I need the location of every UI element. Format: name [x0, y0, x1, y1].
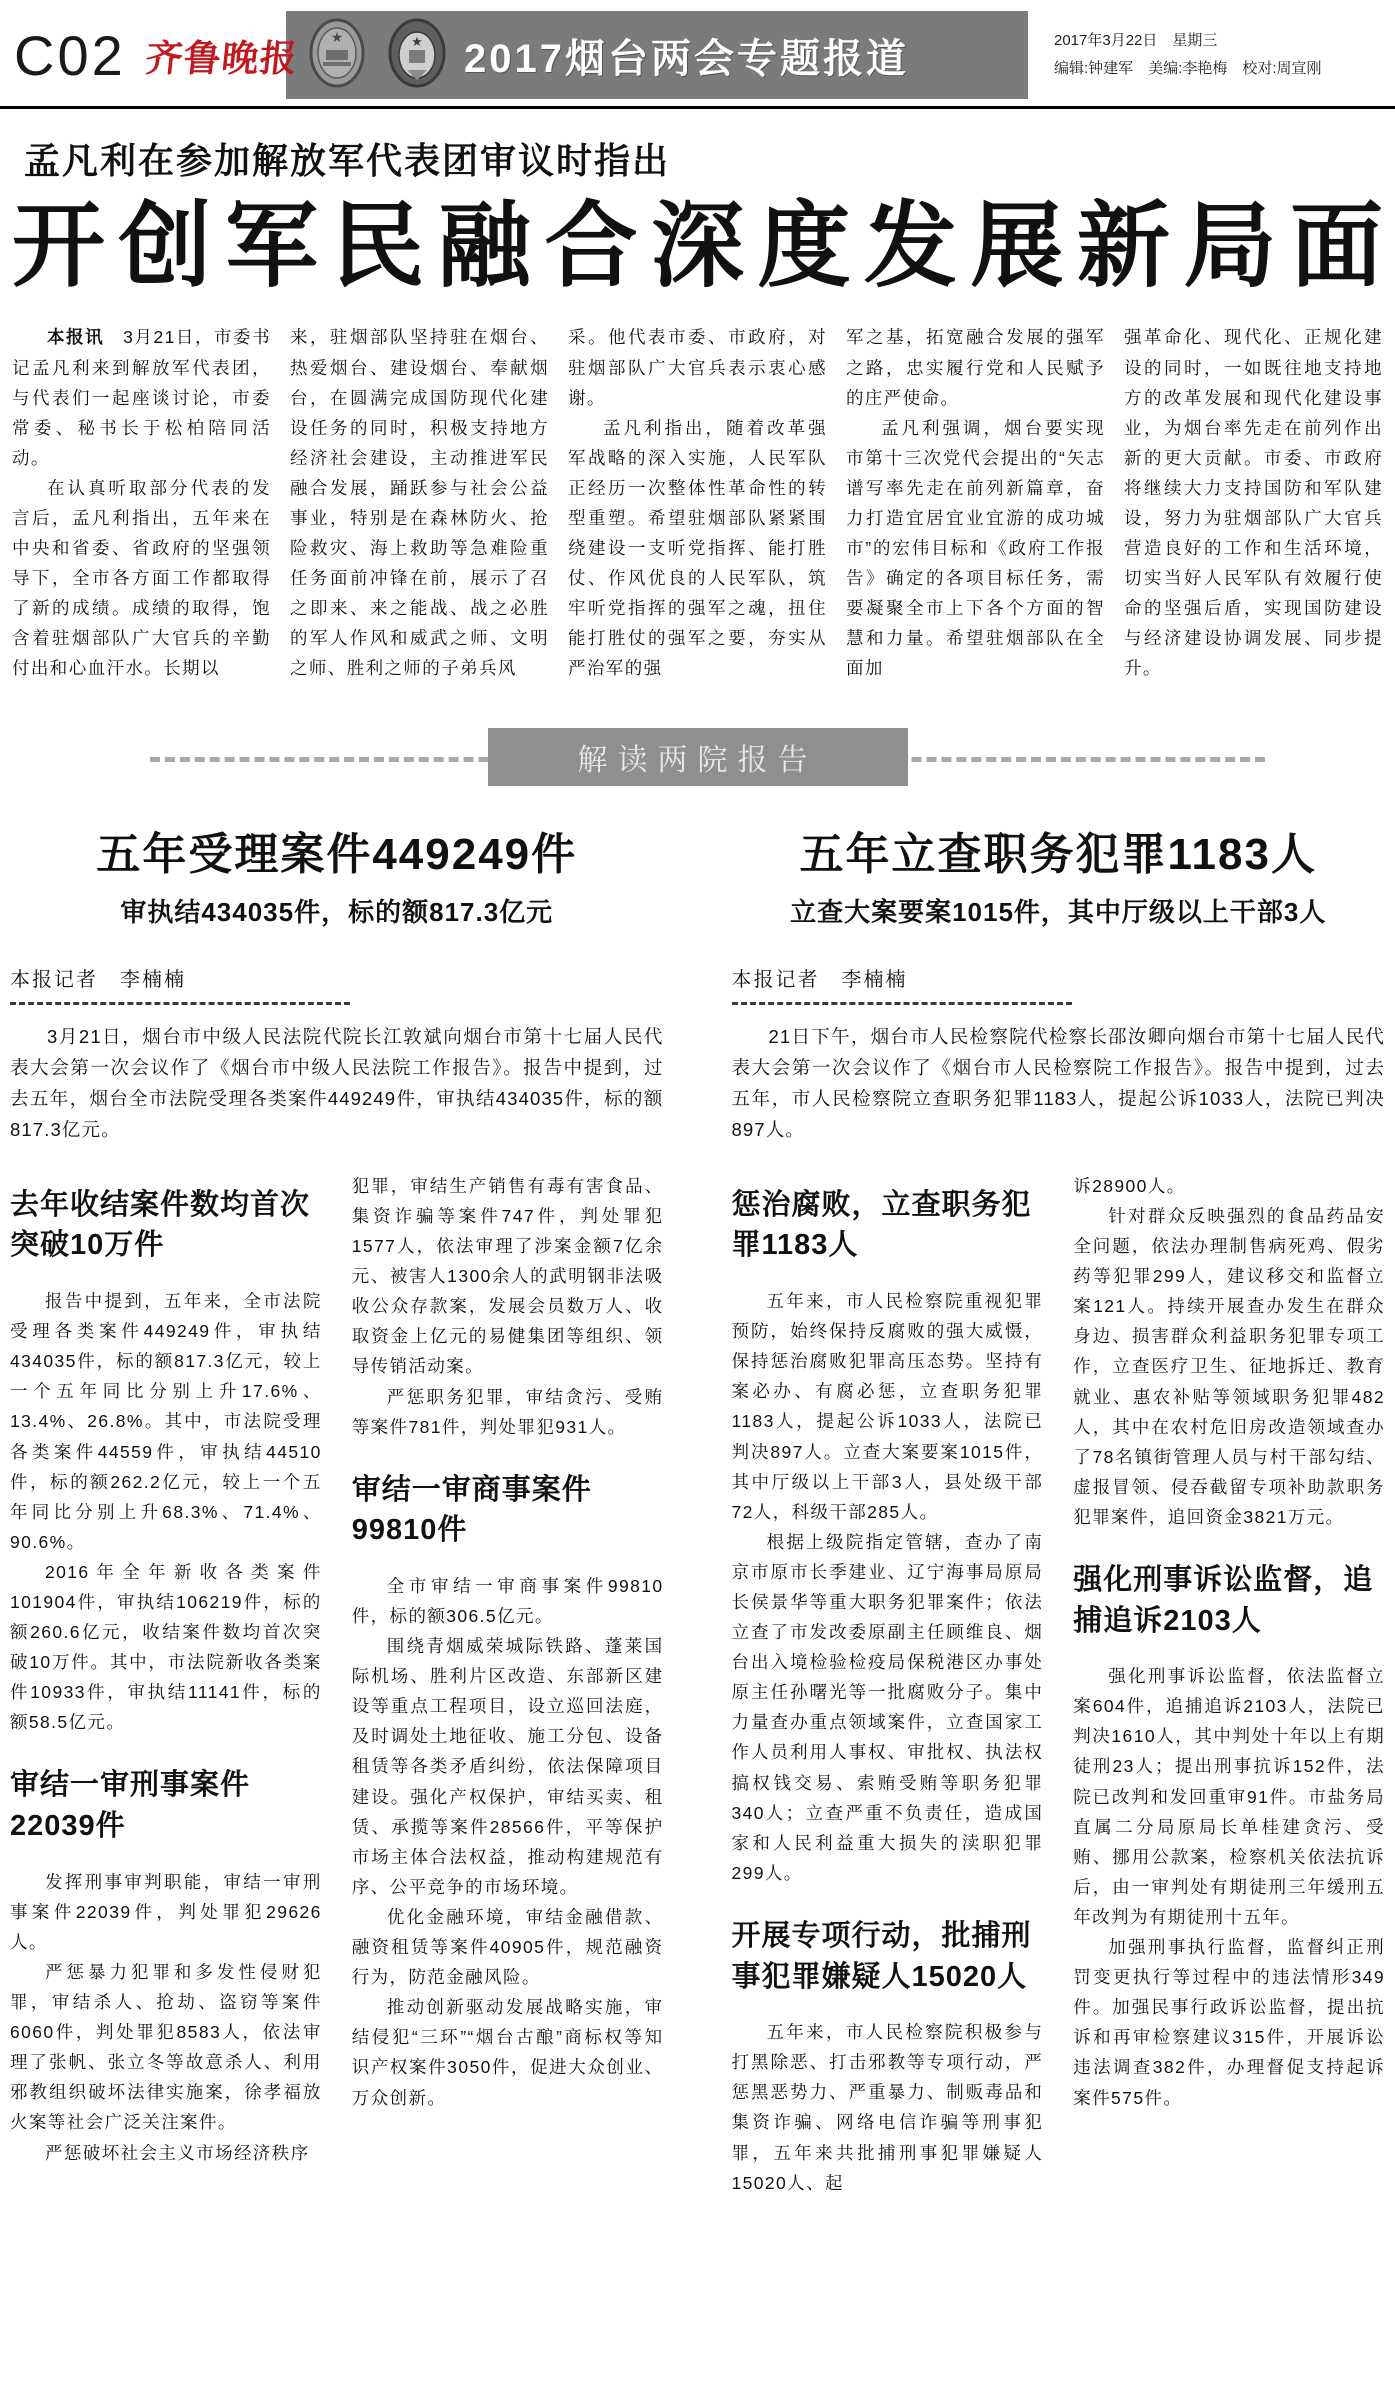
- masthead-logo: 齐鲁晚报: [143, 39, 300, 80]
- court-article: [10, 792, 664, 2198]
- court-headline: 五年受理案件449249件: [96, 829, 578, 879]
- paragraph: 五年来，市人民检察院积极参与打黑除恶、打击邪教等专项行动，严惩黑恶势力、严重暴力、制贩毒品和集资诈骗、网络电信诈骗等刑事犯罪，五年来共批捕刑事犯罪嫌疑人15020人、起: [731, 2022, 1044, 2193]
- procuratorate-byline-rule: [732, 963, 1072, 1005]
- procuratorate-article: [732, 792, 1386, 2198]
- staff-line: 编辑:钟建军 美编:李艳梅 校对:周宣刚: [1054, 60, 1322, 77]
- lead-label: 本报讯: [47, 327, 105, 348]
- paragraph: 军之基，拓宽融合发展的强军之路，忠实履行党和人民赋予的庄严使命。: [846, 327, 1105, 408]
- section-badge: 解读两院报告: [488, 728, 908, 786]
- column-subhead: 开展专项行动，批捕刑事犯罪嫌疑人15020人: [731, 1919, 1032, 1993]
- paragraph: 严惩暴力犯罪和多发性侵财犯罪，审结杀人、抢劫、盗窃等案件6060件，判处罪犯8583人，依法审理了张帆、张立冬等故意杀人、利用邪教组织破坏法律实施案，徐孝福放火案等社会广泛关注案件。: [10, 1961, 322, 2133]
- paragraph: 围绕青烟威荣城际铁路、蓬莱国际机场、胜利片区改造、东部新区建设等重点工程项目，设立巡回法庭，及时调处土地征收、施工分包、设备租赁等各类矛盾纠纷，依法保障项目建设。强化产权保护，审结买卖、租赁、承揽等案件28566件，平等保护市场主体合法权益，推动构建规范有序、公平竞争的市场环境。: [351, 1636, 664, 1897]
- banner-title: 2017烟台两会专题报道: [464, 36, 909, 81]
- paragraph: 根据上级院指定管辖，查办了南京市原市长季建业、辽宁海事局原局长侯景华等重大职务犯罪案件；依法立查了市发改委原副主任顾维良、烟台出入境检验检疫局保税港区办事处原主任孙曙光等一批腐败分子。集中力量查办重点领域案件，立查国家工作人员利用人事权、审批权、执法权搞权钱交易、索贿受贿等职务犯罪340人；立查严重不负责任，造成国家和人民利益重大损失的渎职犯罪299人。: [731, 1531, 1044, 1883]
- paragraph: 2016年全年新收各类案件101904件，审执结106219件，标的额260.6亿元，收结案件数均首次突破10万件。其中，市法院新收各类案件10933件，审执结11141件，标的额58.5亿元。: [10, 1561, 322, 1733]
- page-header: [0, 6, 1395, 106]
- paragraph: 优化金融环境，审结金融借款、融资租赁等案件40905件，规范融资行为，防范金融风险。: [351, 1906, 664, 1988]
- date-line: 2017年3月22日 星期三: [1054, 31, 1218, 49]
- paragraph: 在认真听取部分代表的发言后，孟凡利指出，五年来在中央和省委、省政府的坚强领导下，全市各方面工作都取得了新的成绩。成绩的取得，饱含着驻烟部队广大官兵的辛勤付出和心血汗水。长期以: [12, 477, 271, 679]
- court-subheadline: 审执结434035件，标的额817.3亿元: [120, 896, 554, 927]
- court-column-2: [352, 1171, 664, 2168]
- lead-headline: 开创军民融合深度发展新局面: [12, 194, 1383, 298]
- cppcc-emblem-icon: [384, 16, 450, 95]
- lead-column-1: [12, 322, 271, 683]
- procuratorate-lede: 21日下午，烟台市人民检察院代检察长邵汝卿向烟台市第十七届人民代表大会第一次会议作了《烟台市人民检察院工作报告》。报告中提到，过去五年，市人民检察院立查职务犯罪1183人，提起公诉1033人，法院已判决897人。: [731, 1025, 1385, 1140]
- paragraph: 加强刑事执行监督，监督纠正刑罚变更执行等过程中的违法情形349件。加强民事行政诉讼监督，提出抗诉和再审检察建议315件，开展诉讼违法调查382件，办理督促支持起诉案件575件。: [1073, 1937, 1385, 2108]
- lead-article: [0, 133, 1395, 684]
- procuratorate-column-2: [1073, 1171, 1385, 2198]
- court-body: [10, 1171, 664, 2168]
- paragraph: 犯罪，审结生产销售有毒有害食品、集资诈骗等案件747件，判处罪犯1577人，依法审理了涉案金额7亿余元、被害人1300余人的武明钢非法吸收公众存款案，发展会员数万人、收取资金上亿元的易健集团等组织、领导传销活动案。: [351, 1175, 664, 1377]
- column-subhead: 审结一审刑事案件22039件: [10, 1769, 251, 1843]
- paragraph: 强革命化、现代化、正规化建设的同时，一如既往地支持地方的改革发展和现代化建设事业，为烟台率先走在前列作出新的更大贡献。市委、市政府将继续大力支持国防和军队建设，努力为驻烟部队广大官兵营造良好的工作和生活环境，切实当好人民军队有效履行使命的坚强后盾，实现国防建设与经济建设协调发展、同步提升。: [1124, 327, 1383, 679]
- column-subhead: 强化刑事诉讼监督，追捕追诉2103人: [1073, 1564, 1374, 1637]
- header-rule: [0, 106, 1395, 109]
- section-divider: [0, 728, 1395, 786]
- column-subhead: 惩治腐败，立查职务犯罪1183人: [731, 1188, 1032, 1262]
- paragraph: 孟凡利指出，随着改革强军战略的深入实施，人民军队正经历一次整体性革命性的转型重塑。希望驻烟部队紧紧围绕建设一支听党指挥、能打胜仗、作风优良的人民军队，筑牢听党指挥的强军之魂，扭住能打胜仗的强军之要，夯实从严治军的强: [568, 417, 827, 679]
- procuratorate-byline: 本报记者 李楠楠: [731, 968, 908, 991]
- procuratorate-subheadline: 立查大案要案1015件，其中厅级以上干部3人: [790, 896, 1327, 927]
- procuratorate-body: [732, 1171, 1386, 2198]
- paragraph: 严惩破坏社会主义市场经济秩序: [45, 2142, 310, 2163]
- national-emblem-icon: [304, 16, 370, 95]
- lead-kicker: 孟凡利在参加解放军代表团审议时指出: [24, 140, 671, 181]
- lead-column-4: [846, 322, 1105, 683]
- special-report-banner: [286, 11, 1028, 99]
- svg-text:★: ★: [330, 28, 344, 45]
- paragraph: 孟凡利强调，烟台要实现市第十三次党代会提出的“矢志谱写率先走在前列新篇章，奋力打造宜居宜业宜游的成功城市”的宏伟目标和《政府工作报告》确定的各项目标任务，需要凝聚全市上下各个方面的智慧和力量。希望驻烟部队在全面加: [846, 417, 1105, 679]
- court-column-1: [10, 1171, 322, 2168]
- procuratorate-headline: 五年立查职务犯罪1183人: [799, 829, 1317, 879]
- lead-column-5: [1124, 322, 1383, 683]
- header-meta: [1028, 27, 1381, 84]
- page-number: C02: [14, 23, 126, 87]
- svg-text:★: ★: [411, 33, 423, 49]
- paragraph: 五年来，市人民检察院重视犯罪预防，始终保持反腐败的强大威慑，保持惩治腐败犯罪高压态势。坚持有案必办、有腐必惩，立查职务犯罪1183人，提起公诉1033人，法院已判决897人。立查大案要案1015件，其中厅级以上干部3人，县处级干部72人，科级干部285人。: [731, 1291, 1044, 1522]
- lead-column-2: [290, 322, 549, 683]
- court-byline-rule: [10, 963, 350, 1005]
- lead-columns: [0, 322, 1395, 683]
- court-byline: 本报记者 李楠楠: [10, 968, 186, 991]
- paragraph: 诉28900人。: [1073, 1175, 1186, 1196]
- paragraph: 强化刑事诉讼监督，依法监督立案604件，追捕追诉2103人，法院已判决1610人，其中判处十年以上有期徒刑23人；提出刑事抗诉152件，法院已改判和发回重审91件。市盐务局直属二分局原局长单桂建贪污、受贿、挪用公款案，检察机关依法抗诉后，由一审判处有期徒刑三年缓刑五年改判为有期徒刑十五年。: [1073, 1666, 1385, 1927]
- column-subhead: 去年收结案件数均首次突破10万件: [10, 1188, 311, 1262]
- column-subhead: 审结一审商事案件99810件: [351, 1473, 592, 1547]
- paragraph: 报告中提到，五年来，全市法院受理各类案件449249件，审执结434035件，标的额817.3亿元，较上一个五年同比分别上升17.6%、13.4%、26.8%。其中，市法院受理各类案件44559件，审执结44510件，标的额262.2亿元，较上一个五年同比分别上升68.3%、71.4%、90.6%。: [10, 1291, 322, 1552]
- paragraph: 推动创新驱动发展战略实施，审结侵犯“三环”“烟台古酿”商标权等知识产权案件3050件，促进大众创业、万众创新。: [351, 1997, 664, 2108]
- lead-column-3: [568, 322, 827, 683]
- paragraph: 来，驻烟部队坚持驻在烟台、热爱烟台、建设烟台、奉献烟台，在圆满完成国防现代化建设任务的同时，积极支持地方经济社会建设，主动推进军民融合发展，踊跃参与社会公益事业，特别是在森林防火、抢险救灾、海上救助等急难险重任务面前冲锋在前，展示了召之即来、来之能战、战之必胜的军人作风和威武之师、文明之师、胜利之师的子弟兵风: [290, 327, 549, 679]
- paragraph: 严惩职务犯罪，审结贪污、受贿等案件781件，判处罪犯931人。: [351, 1386, 664, 1437]
- paragraph: 本报讯 3月21日，市委书记孟凡利来到解放军代表团，与代表们一起座谈讨论，市委常委、秘书长于松柏陪同活动。: [12, 327, 271, 468]
- paragraph: 发挥刑事审判职能，审结一审刑事案件22039件，判处罪犯29626人。: [10, 1871, 322, 1952]
- paragraph: 针对群众反映强烈的食品药品安全问题，依法办理制售病死鸡、假劣药等犯罪299人，建议移交和监督立案121人。持续开展查办发生在群众身边、损害群众利益职务犯罪专项工作，立查医疗卫生、征地拆迁、教育就业、惠农补贴等领域职务犯罪482人，其中在农村危旧房改造领域查办了78名镇街管理人员与村干部勾结、虚报冒领、侵吞截留专项补助款职务犯罪案件，追回资金3821万元。: [1073, 1205, 1385, 1527]
- paragraph: 采。他代表市委、市政府，对驻烟部队广大官兵表示衷心感谢。: [568, 327, 827, 408]
- report-articles: [0, 792, 1395, 2198]
- court-lede: 3月21日，烟台市中级人民法院代院长江敦斌向烟台市第十七届人民代表大会第一次会议作了《烟台市中级人民法院工作报告》。报告中提到，过去五年，烟台全市法院受理各类案件449249件，审执结434035件，标的额817.3亿元。: [10, 1025, 664, 1140]
- paragraph: 全市审结一审商事案件99810件，标的额306.5亿元。: [351, 1575, 664, 1626]
- procuratorate-column-1: [732, 1171, 1044, 2198]
- page-id-block: [14, 23, 300, 88]
